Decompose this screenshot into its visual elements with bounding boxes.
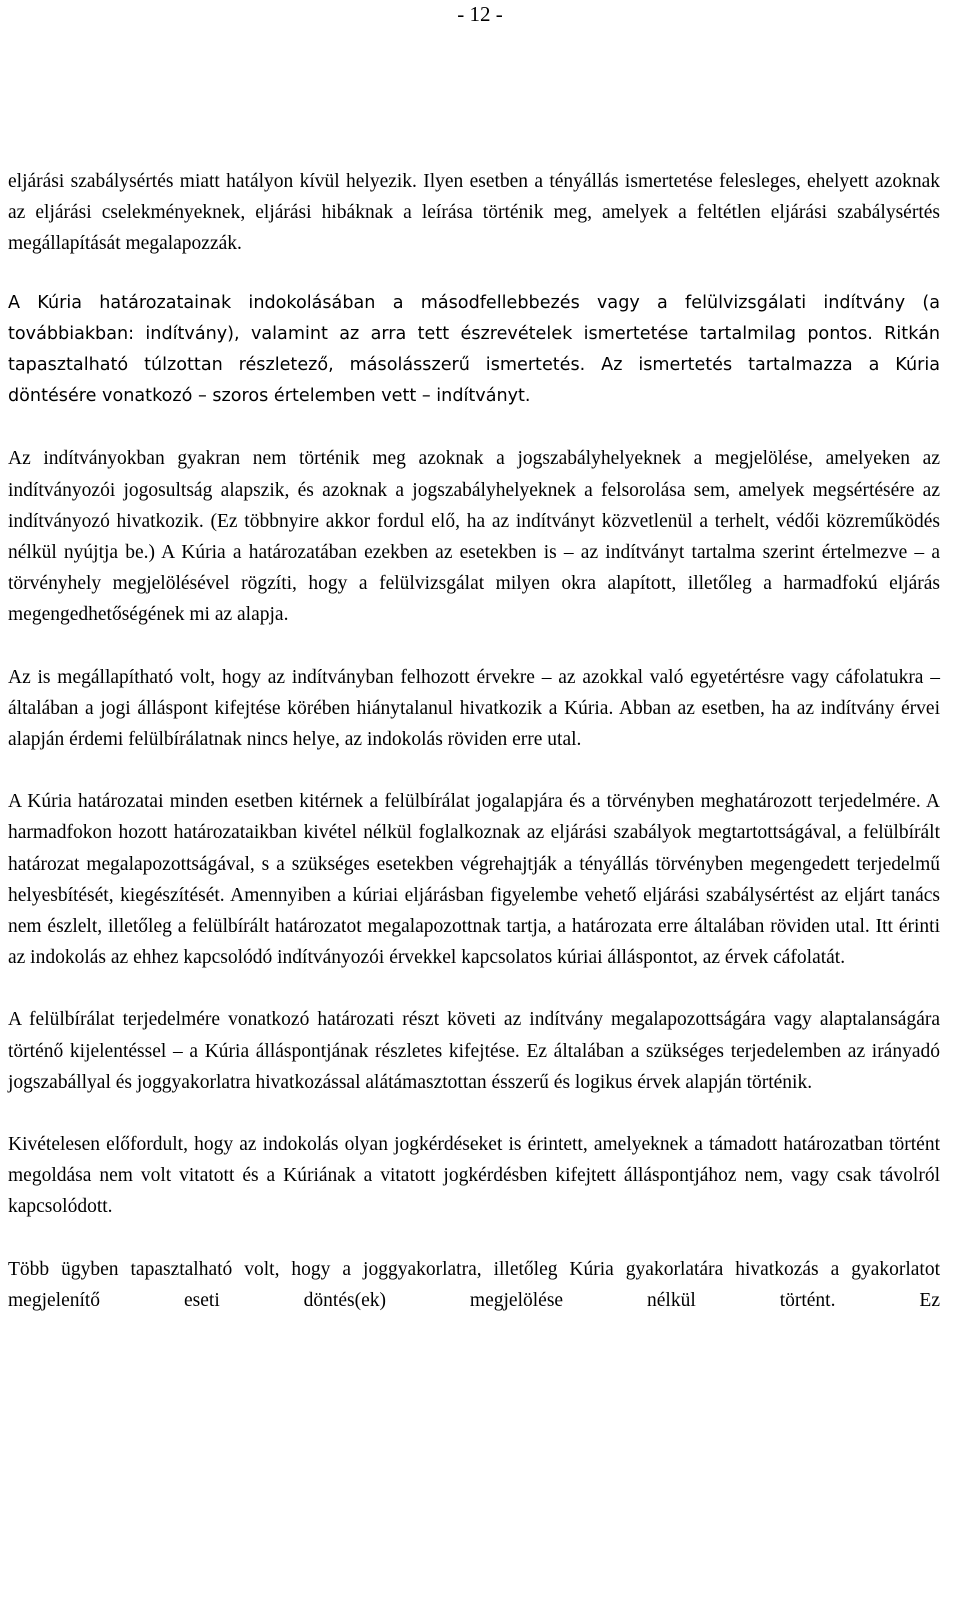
document-body bbox=[8, 166, 940, 1316]
paragraph-2: A Kúria határozatainak indokolásában a másodfellebbezés vagy a felülvizsgálati indítvány (a továbbiakban: indítvány), valamint az arra tett észrevételek ismertetése tartalmilag pontos. Ritkán tapasztalható túlzottan részletező, másolásszerű ismertetés. Az ismertetés tartalmazza a Kúria döntésére vonatkozó – szoros értelemben vett – indítványt. bbox=[8, 292, 940, 407]
paragraph-7: Kivételesen előfordult, hogy az indokolás olyan jogkérdéseket is érintett, amelyeknek a támadott határozatban történt megoldása nem volt vitatott és a Kúriának a vitatott jogkérdésben kifejtett álláspontjához nem, vagy csak távolról kapcsolódott. bbox=[8, 1134, 940, 1218]
paragraph-1: eljárási szabálysértés miatt hatályon kívül helyezik. Ilyen esetben a tényállás ismertetése felesleges, ehelyett azoknak az eljárási cselekményeknek, eljárási hibáknak a leírása történik meg, amelyek a feltétlen eljárási szabálysértés megállapítását megalapozzák. bbox=[8, 171, 940, 255]
paragraph-3: Az indítványokban gyakran nem történik meg azoknak a jogszabályhelyeknek a megjelölése, amelyeken az indítványozói jogosultság alapszik, és azoknak a jogszabályhelyeknek a felsorolása sem, amelyek megsértésére az indítványozó hivatkozik. (Ez többnyire akkor fordul elő, ha az indítványt közvetlenül a terhelt, védői közreműködés nélkül nyújtja be.) A Kúria a határozatában ezekben az esetekben is – az indítványt tartalma szerint értelmezve – a törvényhely megjelölésével rögzíti, hogy a felülvizsgálat milyen okra alapított, illetőleg a harmadfokú eljárás megengedhetőségének mi az alapja. bbox=[8, 448, 940, 626]
page-number: - 12 - bbox=[457, 2, 503, 26]
paragraph-4: Az is megállapítható volt, hogy az indítványban felhozott érvekre – az azokkal való egyetértésre vagy cáfolatukra – általában a jogi álláspont kifejtése körében hiánytalanul hivatkozik a Kúria. Abban az esetben, ha az indítvány érvei alapján érdemi felülbírálatnak nincs helye, az indokolás röviden erre utal. bbox=[8, 666, 940, 751]
paragraph-6: A felülbírálat terjedelmére vonatkozó határozati részt követi az indítvány megalapozottságára vagy alaptalanságára történő kijelentéssel – a Kúria álláspontjának részletes kifejtése. Ez általában a szükséges terjedelemben az irányadó jogszabállyal és joggyakorlatra hivatkozással alátámasztottan ésszerű és logikus érvek alapján történik. bbox=[8, 1009, 940, 1093]
paragraph-8: Több ügyben tapasztalható volt, hogy a joggyakorlatra, illetőleg Kúria gyakorlatára hivatkozás a gyakorlatot megjelenítő eseti döntés(ek) megjelölése nélkül történt. Ez bbox=[8, 1258, 940, 1311]
paragraph-5: A Kúria határozatai minden esetben kitérnek a felülbírálat jogalapjára és a törvényben meghatározott terjedelmére. A harmadfokon hozott határozataikban kivétel nélkül foglalkoznak az eljárási szabályok megtartottságával, a felülbírált határozat megalapozottságával, s a szükséges esetekben végrehajtják a tényállás törvényben megengedett terjedelmű helyesbítését, kiegészítését. Amennyiben a kúriai eljárásban figyelembe vehető eljárási szabálysértést az eljárt tanács nem észlelt, illetőleg a felülbírált határozatot megalapozottnak tartja, a határozata erre általában röviden utal. Itt érinti az indokolás az ehhez kapcsolódó indítványozói érvekkel kapcsolatos kúriai álláspontot, az érvek cáfolatát. bbox=[8, 791, 940, 969]
